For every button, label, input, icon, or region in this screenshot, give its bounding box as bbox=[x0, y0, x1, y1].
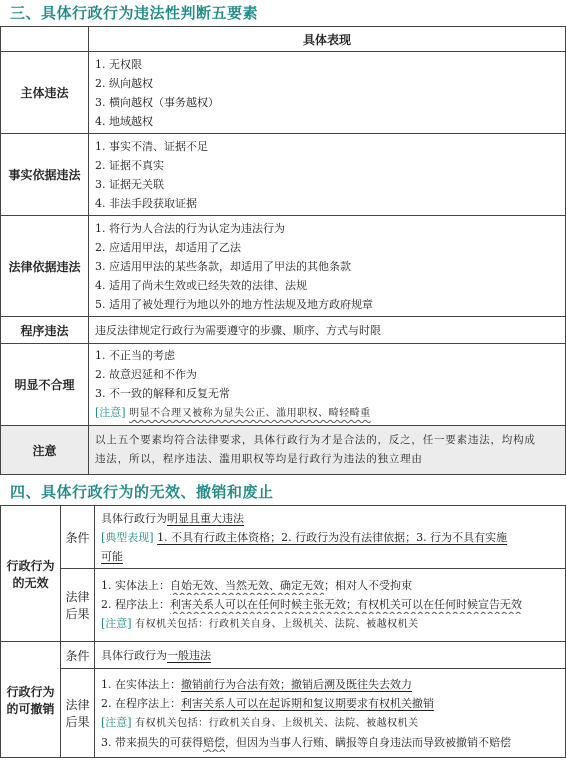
list-item: 5. 适用了被处理行为地以外的地方性法规及地方政府规章 bbox=[95, 297, 373, 311]
list-item: 1. 无权限 bbox=[95, 57, 142, 71]
condition-line bbox=[101, 509, 559, 528]
header-label: 具体表现 bbox=[89, 27, 566, 52]
list-item: 2. 故意迟延和不作为 bbox=[95, 368, 197, 381]
list-item: 3. 应适用甲法的某些条款，却适用了甲法的其他条款 bbox=[95, 259, 351, 273]
emphasis-text: 利害关系人可以在起诉期和复议期要求有权机关撤销 bbox=[181, 696, 434, 710]
table-row-revoke-effect bbox=[1, 669, 566, 758]
effect-label bbox=[61, 669, 95, 758]
list-item: 3. 不一致的解释和反复无常 bbox=[95, 387, 230, 400]
condition-content bbox=[95, 642, 566, 669]
invalid-revoke-table bbox=[0, 505, 566, 758]
list-item: 4. 非法手段获取证据 bbox=[95, 196, 197, 210]
table-row-invalid-condition bbox=[1, 506, 566, 569]
condition-content bbox=[95, 506, 566, 569]
row-group-label-invalid bbox=[1, 506, 61, 642]
list-item: 1. 将行为人合法的行为认定为违法行为 bbox=[95, 221, 285, 235]
emphasis-text: 赔偿 bbox=[203, 735, 225, 749]
table-row-note bbox=[1, 426, 566, 475]
group-label-line: 的无效 bbox=[12, 575, 49, 590]
row-label: 注意 bbox=[1, 426, 89, 475]
effect-line bbox=[101, 675, 559, 694]
table-row-fact bbox=[1, 134, 566, 216]
list-item: 2. 纵向越权 bbox=[95, 76, 153, 90]
table-row-revoke-condition bbox=[1, 642, 566, 669]
note-text: 有权机关包括：行政机关自身、上级机关、法院、被越权机关 bbox=[135, 717, 419, 729]
note-text: 明显不合理又被称为显失公正、滥用职权、畸轻畸重 bbox=[129, 408, 371, 419]
emphasis-text: 自始无效、当然无效、确定无效 bbox=[170, 579, 324, 592]
section2-title: 四、具体行政行为的无效、撤销和废止 bbox=[10, 483, 274, 501]
effect-label-line: 法律 bbox=[65, 698, 90, 712]
row-group-label-revoke bbox=[1, 642, 61, 758]
paragraph-line: 以上五个要素均符合法律要求，具体行政行为才是合法的，反之，任一要素违法，均构成 bbox=[95, 434, 536, 446]
effect-label-line: 后果 bbox=[65, 715, 90, 729]
effect-label-line: 后果 bbox=[65, 607, 90, 621]
text-fragment: ；相对人不受拘束 bbox=[324, 579, 412, 592]
effect-label-line: 法律 bbox=[65, 590, 90, 604]
list-item: 1. 事实不清、证据不足 bbox=[95, 139, 208, 153]
emphasis-text: 一般违法 bbox=[167, 648, 211, 662]
illegality-table bbox=[0, 26, 566, 475]
row-label: 程序违法 bbox=[1, 317, 89, 344]
row-label: 法律依据违法 bbox=[1, 216, 89, 317]
effect-content bbox=[95, 569, 566, 642]
note-line bbox=[95, 403, 559, 423]
note-line bbox=[101, 614, 559, 634]
emphasis-text: 利害关系人可以在任何时候主张无效；有权机关可以在任何时候宣告无效 bbox=[170, 598, 522, 611]
header-empty-cell bbox=[1, 27, 89, 52]
group-label-line: 行政行为 bbox=[6, 684, 55, 699]
typical-tag: [典型表现] bbox=[101, 530, 154, 544]
group-label-line: 的可撤销 bbox=[6, 701, 55, 716]
condition-label: 条件 bbox=[61, 642, 95, 669]
text-fragment: ，但因为当事人行贿、瞒报等自身违法而导致被撤销不赔偿 bbox=[225, 735, 511, 749]
list-item: 2. 证据不真实 bbox=[95, 158, 164, 172]
row-label: 主体违法 bbox=[1, 52, 89, 134]
list-item: 3. 横向越权（事务越权） bbox=[95, 95, 219, 109]
paragraph-line: 违法，所以，程序违法、滥用职权等均是行政行为违法的独立理由 bbox=[95, 453, 423, 465]
section1-title: 三、具体行政行为违法性判断五要素 bbox=[10, 4, 259, 22]
text-fragment: 1. 实体法上： bbox=[101, 579, 170, 592]
row-content bbox=[89, 344, 566, 426]
group-label-line: 行政行为 bbox=[6, 558, 55, 573]
effect-line bbox=[101, 595, 559, 614]
row-content bbox=[89, 426, 566, 475]
row-content bbox=[89, 134, 566, 216]
list-item: 3. 证据无关联 bbox=[95, 177, 164, 191]
text-fragment: 2. 在程序法上： bbox=[101, 696, 181, 710]
row-label: 事实依据违法 bbox=[1, 134, 89, 216]
list-item: 2. 应适用甲法，却适用了乙法 bbox=[95, 240, 241, 254]
note-tag: [注意] bbox=[101, 617, 132, 630]
text-fragment: 1. 在实体法上： bbox=[101, 677, 181, 691]
effect-line bbox=[101, 576, 559, 595]
table-row-invalid-effect bbox=[1, 569, 566, 642]
table-header-row bbox=[1, 27, 566, 52]
list-item: 1. 不正当的考虑 bbox=[95, 349, 175, 362]
typical-text: 可能 bbox=[101, 549, 123, 563]
list-item: 违反法律规定行政行为需要遵守的步骤、顺序、方式与时限 bbox=[95, 323, 381, 337]
table-row-law bbox=[1, 216, 566, 317]
effect-label bbox=[61, 569, 95, 642]
condition-label: 条件 bbox=[61, 506, 95, 569]
condition-line bbox=[101, 646, 559, 665]
effect-content bbox=[95, 669, 566, 758]
row-content bbox=[89, 317, 566, 344]
note-tag: [注意] bbox=[95, 406, 126, 419]
list-item: 4. 地域越权 bbox=[95, 114, 153, 128]
row-label: 明显不合理 bbox=[1, 344, 89, 426]
text-fragment: 2. 程序法上： bbox=[101, 598, 170, 611]
row-content bbox=[89, 52, 566, 134]
note-line bbox=[101, 713, 559, 733]
emphasis-text: 撤销前行为合法有效；撤销后溯及既往失去效力 bbox=[181, 677, 412, 691]
table-row-unreasonable bbox=[1, 344, 566, 426]
table-row-procedure bbox=[1, 317, 566, 344]
row-content bbox=[89, 216, 566, 317]
note-text: 有权机关包括：行政机关自身、上级机关、法院、被越权机关 bbox=[135, 619, 419, 630]
list-item: 4. 适用了尚未生效或已经失效的法律、法规 bbox=[95, 278, 307, 292]
typical-text: 1. 不具有行政主体资格；2. 行政行为没有法律依据；3. 行为不具有实施 bbox=[157, 530, 508, 544]
text-fragment: 具体行政行为 bbox=[101, 648, 167, 662]
text-fragment: 3. 带来损失的可获得 bbox=[101, 735, 203, 749]
effect-line bbox=[101, 733, 559, 752]
note-tag: [注意] bbox=[101, 715, 132, 729]
emphasis-text: 明显且重大违法 bbox=[167, 511, 244, 525]
table-row-subject bbox=[1, 52, 566, 134]
text-fragment: 具体行政行为 bbox=[101, 511, 167, 525]
effect-line bbox=[101, 694, 559, 713]
typical-line bbox=[101, 528, 559, 547]
typical-line-cont bbox=[101, 547, 559, 566]
